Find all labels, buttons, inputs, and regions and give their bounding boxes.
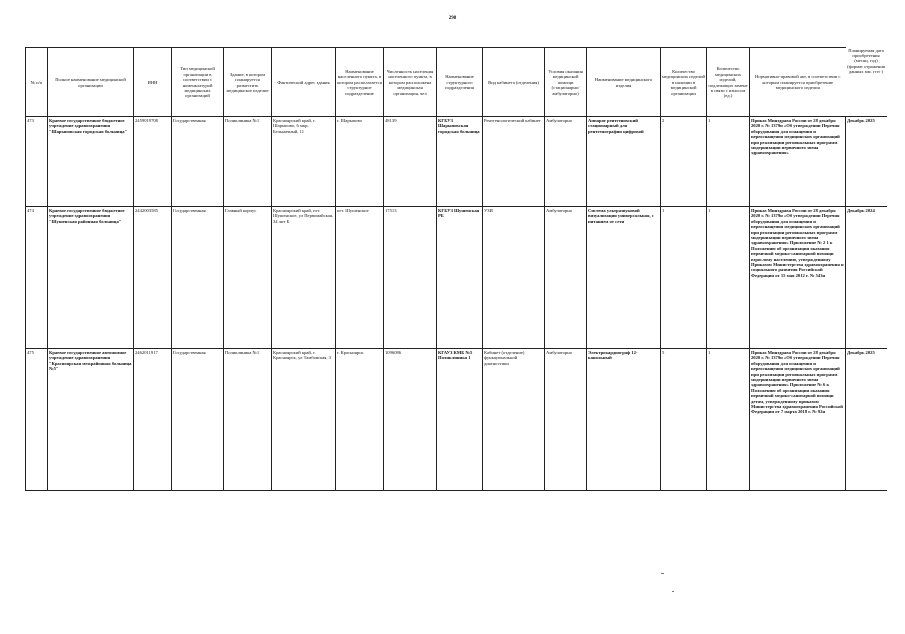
locality: г. Шарыпово	[336, 117, 384, 207]
replace-qty: 1	[707, 117, 750, 207]
building: Поликлиника №1	[224, 117, 272, 207]
header-row	[26, 48, 887, 117]
unit: КГБУЗ Шарыповская городская больница	[437, 117, 483, 207]
header-cell: Фактический адрес здания	[272, 48, 336, 117]
org-name: Краевое государственное бюджетное учреждение здравоохранения "Шушенская районная больница"	[48, 207, 134, 349]
inn: 2442003585	[134, 207, 172, 349]
inn: 2459019708	[134, 117, 172, 207]
device: Система ультразвуковой визуализации универсальная, с питанием от сети	[587, 207, 661, 349]
population: 1096086	[384, 349, 437, 491]
header-cell: Планируемая дата приобретения (месяц, год) (формат отражения данных мм. гггг )	[847, 47, 885, 75]
row-number: 473	[26, 117, 48, 207]
address: Красноярский край, г. Красноярск, ул Тамбовская, 3	[272, 349, 336, 491]
inn: 2462011917	[134, 349, 172, 491]
building: Главный корпус	[224, 207, 272, 349]
header-cell: Наименование медицинского изделия	[587, 48, 661, 117]
address: Красноярский край, г. Шарыпово, 6 мкр, Бельничный, 11	[272, 117, 336, 207]
device: Аппарат рентгеновский стационарный для рентгенографии цифровой	[587, 117, 661, 207]
page-number: 298	[448, 16, 457, 21]
building: Поликлиника №1	[224, 349, 272, 491]
unit: КГАУЗ КМБ №5 Поликлиника 1	[437, 349, 483, 491]
org-type: Государственная	[172, 207, 224, 349]
header-cell: Тип медицинской организации в соответствии с номенклатурой медицинских организаций	[172, 48, 224, 117]
replace-qty: 1	[707, 207, 750, 349]
header-cell: Полное наименование медицинской организации	[48, 48, 134, 117]
legal-act: Приказ Минздрава России от 28 декабря 2020 г. № 1379н «Об утверждении Перечня оборудования для оснащения и переоснащения медицинских организаций при реализации региональных программ модернизации первичного звена здравоохранения» Приложение № 6 к Положению об организации оказания первичной медико-санитарной помощи детям, утвержденному приказом Министерства здравоохранения Российской Федерации от 7 марта 2018 г. № 92н	[750, 349, 846, 491]
org-type: Государственная	[172, 117, 224, 207]
table-row	[26, 349, 887, 491]
qty: 2	[661, 117, 707, 207]
header-cell: Наименование населенного пункта, в котором располагается структурное подразделение	[336, 48, 384, 117]
address: Красноярский край, пгт. Шушенское, ул Первомайская, 34 лит Б	[272, 207, 336, 349]
qty: 1	[661, 207, 707, 349]
header-cell: Условия оказания медицинской помощи (стационарно/амбулаторно)	[545, 48, 587, 117]
org-name: Краевое государственное автономное учреждение здравоохранения "Красноярская межрайонная больница №5"	[48, 349, 134, 491]
locality: г. Красноярск	[336, 349, 384, 491]
header-cell: Количество медицинских изделий, подлежащих замене в связи с износом (ед.)	[707, 48, 750, 117]
legal-act: Приказ Минздрава России от 28 декабря 2020 г. № 1379н «Об утверждении Перечня оборудования для оснащения и переоснащения медицинских организаций при реализации региональных программ модернизации первичного звена здравоохранения»	[750, 117, 846, 207]
header-cell: ИНН	[134, 48, 172, 117]
org-name: Краевое государственное бюджетное учреждение здравоохранения "Шарыповская городская больница"	[48, 117, 134, 207]
cabinet: Рентгенологический кабинет	[483, 117, 545, 207]
planned-date: Декабрь 2025	[846, 117, 887, 207]
population: 17513	[384, 207, 437, 349]
unit: КГБУЗ Шушенская РБ	[437, 207, 483, 349]
planned-date: Декабрь 2024	[846, 207, 887, 349]
table-row	[26, 207, 887, 349]
cabinet: Кабинет (отделение) функциональной диагностики	[483, 349, 545, 491]
header-cell: Количество медицинских изделий в наличии в медицинской организации	[661, 48, 707, 117]
cabinet: УЗИ	[483, 207, 545, 349]
row-number: 474	[26, 207, 48, 349]
population: 48139	[384, 117, 437, 207]
legal-act: Приказ Минздрава России от 28 декабря 2020 г. № 1379н «Об утверждении Перечня оборудования для оснащения и переоснащения медицинских организаций при реализации региональных программ модернизации первичного звена здравоохранения» Приложение № 2 1 к Положению об организации оказания первичной медико-санитарной помощи взрослому населению, утвержденному Приказом Министерства здравоохранения и социального развития Российской Федерации от 15 мая 2012 г. № 543н	[750, 207, 846, 349]
header-cell: Наименование структурного подразделения	[437, 48, 483, 117]
registry-table	[25, 47, 887, 491]
conditions: Амбулаторно	[545, 117, 587, 207]
device: Электрокардиограф 12-канальный	[587, 349, 661, 491]
replace-qty: 1	[707, 349, 750, 491]
conditions: Амбулаторно	[545, 207, 587, 349]
org-type: Государственная	[172, 349, 224, 491]
scan-speck	[661, 573, 664, 574]
header-cell: Здание, в котором планируется разместить медицинское изделие	[224, 48, 272, 117]
header-cell: Нормативно-правовой акт, в соответствии с которым планируется приобретение медицинского изделия	[750, 48, 846, 117]
scan-speck	[672, 591, 674, 592]
header-cell: Численность населения населенного пункта, в котором расположена медицинская организация, чел	[384, 48, 437, 117]
conditions: Амбулаторно	[545, 349, 587, 491]
header-cell: Вид кабинета (отделения)	[483, 48, 545, 117]
row-number: 475	[26, 349, 48, 491]
header-cell: № п/п	[26, 48, 48, 117]
table-row	[26, 117, 887, 207]
planned-date: Декабрь 2025	[846, 349, 887, 491]
locality: пгт. Шушенское	[336, 207, 384, 349]
qty: 5	[661, 349, 707, 491]
